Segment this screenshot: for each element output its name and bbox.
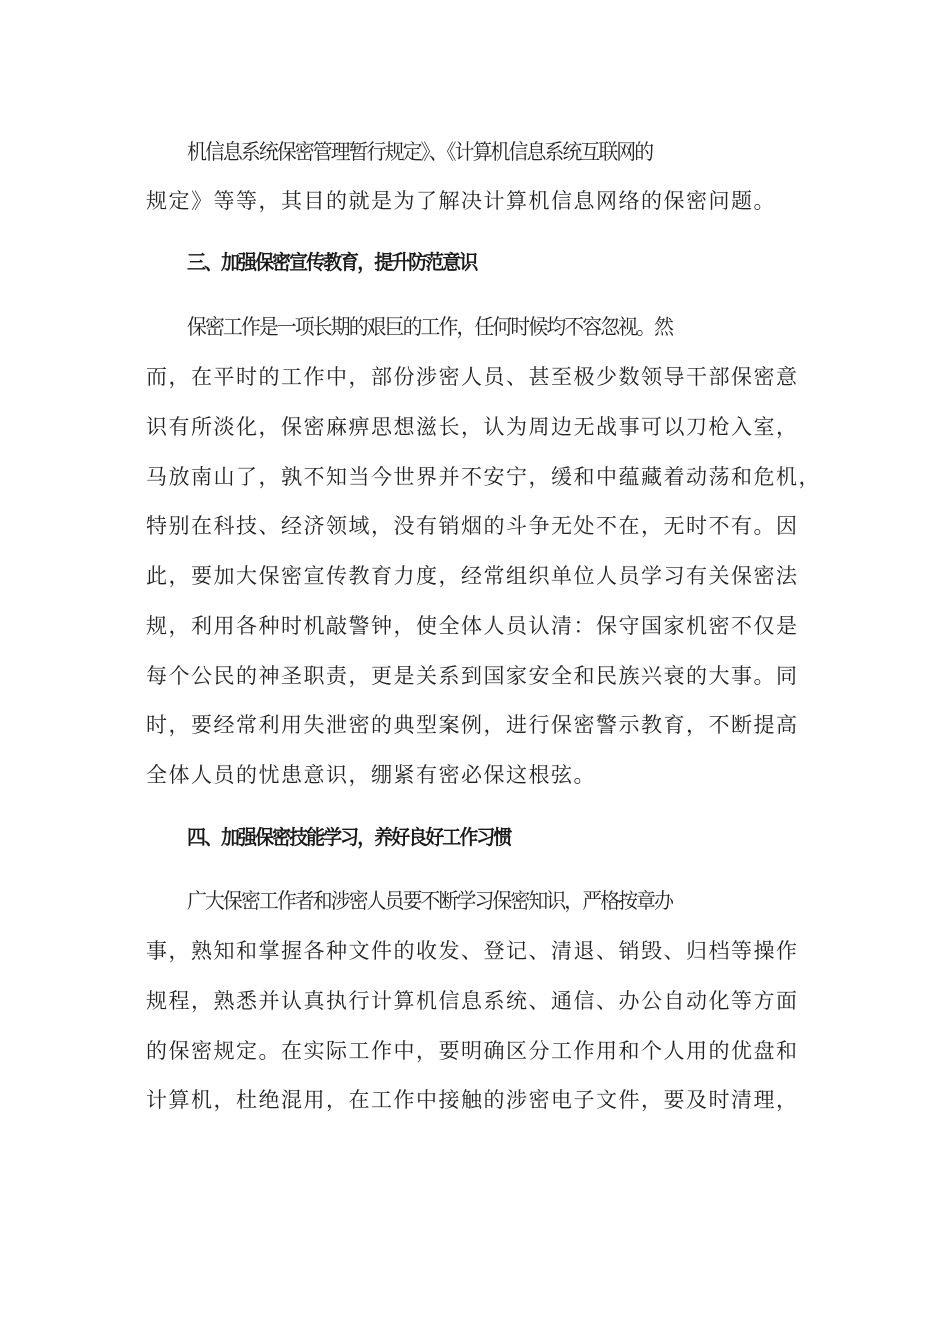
paragraph-line: 马放南山了，孰不知当今世界并不安宁，缓和中蕴藏着动荡和危机， <box>146 465 821 489</box>
paragraph-line: 的保密规定。在实际工作中，要明确区分工作用和个人用的优盘和 <box>146 1039 799 1063</box>
paragraph-line: 每个公民的神圣职责，更是关系到国家安全和民族兴衰的大事。同 <box>146 664 799 688</box>
paragraph-line: 时，要经常利用失泄密的典型案例，进行保密警示教育，不断提高 <box>146 713 799 737</box>
paragraph-line: 广大保密工作者和涉密人员要不断学习保密知识，严格按章办 <box>187 889 673 913</box>
paragraph-line: 计算机，杜绝混用，在工作中接触的涉密电子文件，要及时清理， <box>146 1088 799 1112</box>
paragraph-line: 事，熟知和掌握各种文件的收发、登记、清退、销毁、归档等操作 <box>146 939 799 963</box>
paragraph-line: 特别在科技、经济领域，没有销烟的斗争无处不在，无时不有。因 <box>146 514 799 538</box>
paragraph-line: 机信息系统保密管理暂行规定》、《计算机信息系统互联网的 <box>187 140 653 164</box>
paragraph-line: 而，在平时的工作中，部份涉密人员、甚至极少数领导干部保密意 <box>146 365 799 389</box>
paragraph-line: 此，要加大保密宣传教育力度，经常组织单位人员学习有关保密法 <box>146 564 799 588</box>
paragraph-line: 全体人员的忧患意识，绷紧有密必保这根弦。 <box>146 763 596 787</box>
section-heading-3: 三、加强保密宣传教育，提升防范意识 <box>187 250 477 274</box>
paragraph-line: 识有所淡化，保密麻痹思想滋长，认为周边无战事可以刀枪入室， <box>146 415 799 439</box>
paragraph-line: 规定》等等，其目的就是为了解决计算机信息网络的保密问题。 <box>146 189 776 213</box>
paragraph-line: 规，利用各种时机敲警钟，使全体人员认清：保守国家机密不仅是 <box>146 614 799 638</box>
paragraph-line: 保密工作是一项长期的艰巨的工作，任何时候均不容忽视。然 <box>187 315 673 339</box>
paragraph-line: 规程，熟悉并认真执行计算机信息系统、通信、办公自动化等方面 <box>146 989 799 1013</box>
section-heading-4: 四、加强保密技能学习，养好良好工作习惯 <box>187 825 511 849</box>
